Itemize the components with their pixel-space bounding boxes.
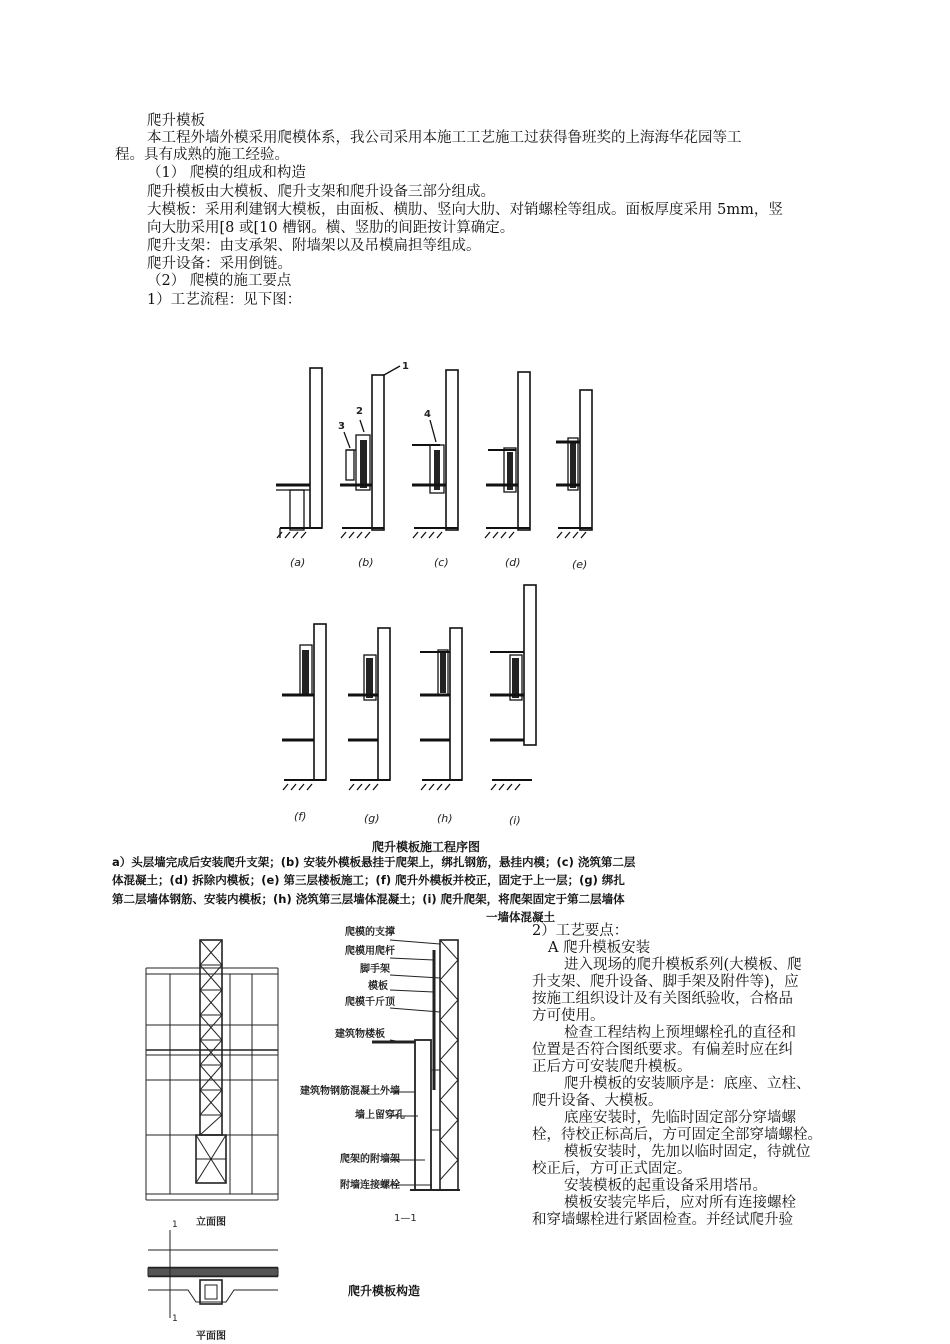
- stage-f-drawing: [282, 624, 326, 790]
- stage-label-c: (c): [434, 556, 449, 569]
- section-1-para-4: 爬升设备：采用倒链。: [147, 256, 292, 272]
- callout-1: 1: [402, 361, 409, 372]
- stage-a-drawing: [276, 368, 322, 538]
- para-line-7: 检查工程结构上预埋螺栓孔的直径和: [564, 1025, 796, 1041]
- sequence-caption-line-3: 第二层墙体钢筋、安装内模板；(h) 浇筑第三层墙体混凝土；(i) 爬升爬架，将爬架固定于第二层墙体: [112, 892, 625, 906]
- para-line-16: 安装模板的起重设备采用塔吊。: [564, 1178, 767, 1194]
- callout-wall-bracket: 爬架的附墙架: [340, 1154, 400, 1165]
- callout-floor-slab: 建筑物楼板: [335, 1029, 385, 1040]
- para-line-12: 底座安装时，先临时固定部分穿墙螺: [564, 1110, 796, 1126]
- section-1-para-1: 爬升模板由大模板、爬升支架和爬升设备三部分组成。: [147, 184, 495, 200]
- para-line-18: 和穿墙螺栓进行紧固检查。并经试爬升验: [532, 1212, 793, 1228]
- stage-label-h: (h): [437, 812, 453, 825]
- stage-label-g: (g): [364, 812, 380, 825]
- elevation-label: 立面图: [196, 1217, 226, 1228]
- callout-2: 2: [356, 406, 363, 417]
- para-line-8: 位置是否符合图纸要求。有偏差时应在纠: [532, 1042, 793, 1058]
- callout-wall-hole: 墙上留穿孔: [355, 1110, 405, 1121]
- plan-drawing: [148, 1230, 278, 1318]
- stage-label-a: (a): [290, 556, 306, 569]
- section-1-para-2-line-1: 大模板：采用利建钢大模板，由面板、横肋、竖向大肋、对销螺栓等组成。面板厚度采用 5mm，竖: [147, 202, 783, 218]
- cut-mark-bottom: 1: [172, 1314, 178, 1324]
- callout-climbing-rod: 爬模用爬杆: [345, 946, 395, 957]
- stage-c-drawing: [412, 370, 458, 538]
- callout-scaffold: 脚手架: [360, 964, 390, 975]
- para-line-6: 方可使用。: [532, 1008, 605, 1024]
- callout-support: 爬模的支撑: [345, 927, 395, 938]
- sequence-figure-title: 爬升模板施工程序图: [372, 840, 481, 854]
- stage-b-drawing: [340, 366, 400, 538]
- callout-4: 4: [424, 409, 431, 420]
- callout-3: 3: [338, 421, 345, 432]
- stage-d-drawing: [485, 372, 530, 538]
- section-2-para-1: 1）工艺流程：见下图：: [147, 292, 302, 308]
- stage-label-f: (f): [294, 810, 307, 823]
- callout-jack: 爬模千斤顶: [345, 997, 395, 1008]
- elevation-drawing: [146, 940, 278, 1200]
- para-line-11: 爬升设备、大模板。: [532, 1093, 663, 1109]
- callout-external-wall: 建筑物钢筋混凝土外墙: [300, 1086, 400, 1097]
- callout-wall-bolt: 附墙连接螺栓: [340, 1180, 400, 1191]
- section-1-heading: （1） 爬模的组成和构造: [147, 165, 306, 181]
- para-line-10: 爬升模板的安装顺序是：底座、立柱、: [564, 1076, 811, 1092]
- para-line-9: 正后方可安装爬升模板。: [532, 1059, 692, 1075]
- plan-label: 平面图: [196, 1331, 226, 1342]
- install-subheading: A 爬升模板安装: [548, 940, 651, 956]
- para-line-13: 栓，待校正标高后，方可固定全部穿墙螺栓。: [532, 1127, 822, 1143]
- process-points-heading: 2）工艺要点：: [532, 923, 629, 939]
- intro-line-1: 本工程外墙外模采用爬模体系，我公司采用本施工工艺施工过获得鲁班奖的上海海华花园等工: [147, 130, 742, 146]
- formwork-structure-figure: [140, 930, 480, 1330]
- section-label: 1—1: [394, 1213, 417, 1224]
- section-2-heading: （2） 爬模的施工要点: [147, 273, 292, 289]
- stage-g-drawing: [348, 628, 390, 790]
- cut-mark-top: 1: [172, 1220, 178, 1230]
- section-1-para-2-line-2: 向大肋采用[8 或[10 槽钢。横、竖肋的间距按计算确定。: [147, 220, 515, 236]
- stage-i-drawing: [490, 585, 536, 790]
- para-line-5: 按施工组织设计及有关图纸验收，合格品: [532, 991, 793, 1007]
- stage-label-b: (b): [358, 556, 374, 569]
- para-line-15: 校正后，方可正式固定。: [532, 1161, 692, 1177]
- para-line-3: 进入现场的爬升模板系列(大模板、爬: [564, 957, 802, 973]
- doc-title: 爬升模板: [147, 113, 205, 129]
- stage-label-e: (e): [572, 558, 588, 571]
- stage-h-drawing: [420, 628, 462, 790]
- intro-line-2: 程。具有成熟的施工经验。: [115, 147, 289, 163]
- sequence-caption-line-2: 体混凝土；(d) 拆除内模板；(e) 第三层楼板施工；(f) 爬升外模板并校正，固定于上一层；(g) 绑扎: [112, 873, 625, 887]
- right-column-text: [532, 923, 840, 1229]
- stage-label-d: (d): [505, 556, 521, 569]
- para-line-17: 模板安装完毕后，应对所有连接螺栓: [564, 1195, 796, 1211]
- section-1-para-3: 爬升支架：由支承架、附墙架以及吊模扁担等组成。: [147, 238, 481, 254]
- para-line-4: 升支架、爬升设备、脚手架及附件等)，应: [532, 974, 799, 990]
- callout-formwork: 模板: [368, 981, 388, 992]
- stage-e-drawing: [556, 390, 592, 538]
- para-line-14: 模板安装时，先加以临时固定，待就位: [564, 1144, 811, 1160]
- stage-label-i: (i): [509, 814, 521, 827]
- sequence-caption-line-4: 一墙体混凝土: [486, 910, 555, 924]
- sequence-caption-line-1: a）头层墙完成后安装爬升支架；(b) 安装外模板悬挂于爬架上，绑扎钢筋，悬挂内模；(c) 浇筑第二层: [112, 855, 636, 869]
- structure-figure-title: 爬升模板构造: [348, 1284, 421, 1298]
- construction-sequence-figure: [260, 360, 650, 830]
